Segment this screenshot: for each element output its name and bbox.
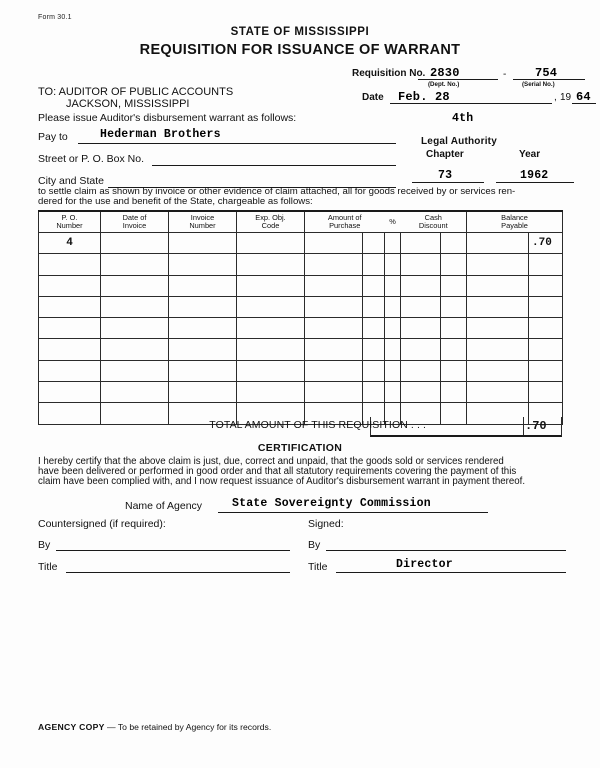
col-exp-obj-l1: Exp. Obj.	[255, 212, 286, 222]
cell-percent[interactable]	[385, 275, 401, 296]
col-invoice-number-l2: Number	[189, 221, 216, 230]
auditor-address-line1: TO: AUDITOR OF PUBLIC ACCOUNTS	[38, 86, 234, 98]
col-po-number	[39, 211, 101, 233]
cell-amount-cents[interactable]	[363, 360, 385, 381]
auditor-address-line2: JACKSON, MISSISSIPPI	[66, 98, 190, 110]
cell-balance-dollars[interactable]	[467, 318, 529, 339]
cell-percent[interactable]	[385, 382, 401, 403]
cell-date-of-invoice[interactable]	[101, 233, 169, 254]
signed-label: Signed:	[308, 518, 344, 530]
title-right-value[interactable]: Director	[396, 558, 453, 571]
cell-po-number-value: 4	[66, 237, 73, 250]
issue-instruction: Please issue Auditor's disbursement warrant as follows:	[38, 112, 297, 124]
footer-note	[38, 722, 271, 732]
cell-balance-dollars[interactable]	[467, 382, 529, 403]
by-right-rule[interactable]	[326, 550, 566, 551]
requisition-serial-caption: (Serial No.)	[522, 81, 555, 88]
cell-po-number[interactable]	[39, 339, 101, 360]
total-row	[38, 417, 562, 435]
cell-invoice-number[interactable]	[169, 296, 237, 317]
total-cents-dot: .	[525, 419, 533, 433]
requisition-table	[38, 210, 562, 425]
col-exp-obj-code	[237, 211, 305, 233]
col-cash-discount-l2: Discount	[418, 221, 448, 230]
cell-discount-dollars[interactable]	[401, 233, 441, 254]
cell-exp-obj-code[interactable]	[237, 318, 305, 339]
cell-invoice-number[interactable]	[169, 275, 237, 296]
title-left-label: Title	[38, 561, 58, 573]
legal-year-label: Year	[519, 149, 541, 160]
cell-amount-dollars[interactable]	[305, 254, 363, 275]
cell-amount-dollars[interactable]	[305, 360, 363, 381]
street-label: Street or P. O. Box No.	[38, 153, 145, 165]
cell-date-of-invoice[interactable]	[101, 360, 169, 381]
legal-year-value[interactable]: 1962	[520, 169, 549, 182]
cell-amount-dollars[interactable]	[305, 296, 363, 317]
by-left-label: By	[38, 539, 51, 551]
cell-date-of-invoice[interactable]	[101, 339, 169, 360]
requisition-dash: -	[503, 69, 507, 80]
city-state-label: City and State	[38, 175, 104, 187]
cell-discount-cents[interactable]	[441, 339, 467, 360]
col-balance-l2: Payable	[501, 221, 528, 230]
cell-exp-obj-code[interactable]	[237, 382, 305, 403]
document-title: REQUISITION FOR ISSUANCE OF WARRANT	[139, 42, 461, 58]
cell-balance-dollars[interactable]	[467, 254, 529, 275]
cell-amount-dollars[interactable]	[305, 233, 363, 254]
agency-name-value[interactable]: State Sovereignty Commission	[232, 497, 431, 510]
requisition-dept-caption: (Dept. No.)	[428, 81, 460, 88]
requisition-no-label: Requisition No.	[352, 68, 426, 79]
cell-balance-dollars[interactable]	[467, 339, 529, 360]
col-balance-payable	[467, 211, 563, 233]
cell-balance-cents[interactable]	[529, 339, 563, 360]
agency-name-rule	[218, 512, 488, 513]
cell-discount-cents[interactable]	[441, 254, 467, 275]
cell-exp-obj-code[interactable]	[237, 233, 305, 254]
cell-po-number[interactable]	[39, 275, 101, 296]
form-code: Form 30.1	[38, 14, 72, 21]
total-label: TOTAL AMOUNT OF THIS REQUISITION . . .	[209, 419, 426, 431]
cell-balance-dollars[interactable]	[467, 296, 529, 317]
year-value[interactable]: 64	[576, 90, 591, 104]
table-body	[39, 233, 563, 425]
cell-amount-dollars[interactable]	[305, 339, 363, 360]
total-cents-divider	[523, 417, 524, 435]
cell-discount-dollars[interactable]	[401, 254, 441, 275]
cell-exp-obj-code[interactable]	[237, 254, 305, 275]
cell-balance-cents-value: .70	[532, 237, 552, 250]
col-amount-of-purchase	[305, 211, 385, 233]
col-amount-l1: Amount of	[327, 212, 362, 222]
col-percent	[385, 211, 401, 233]
cell-amount-cents[interactable]	[363, 339, 385, 360]
table-row	[39, 382, 563, 403]
title-right-rule	[336, 572, 566, 573]
cell-po-number[interactable]	[39, 360, 101, 381]
street-rule[interactable]	[152, 165, 396, 166]
footer-separator: —	[104, 722, 118, 732]
cell-balance-dollars[interactable]	[467, 275, 529, 296]
col-invoice-number	[169, 211, 237, 233]
cell-amount-dollars[interactable]	[305, 382, 363, 403]
table-row	[39, 275, 563, 296]
cell-percent[interactable]	[385, 296, 401, 317]
chapter-value[interactable]: 73	[438, 169, 453, 182]
cell-po-number[interactable]	[39, 318, 101, 339]
cell-invoice-number[interactable]	[169, 254, 237, 275]
total-cents-value[interactable]	[525, 419, 547, 433]
cell-discount-dollars[interactable]	[401, 382, 441, 403]
state-title: STATE OF MISSISSIPPI	[230, 26, 370, 38]
cell-invoice-number[interactable]	[169, 233, 237, 254]
col-date-invoice-l2: Invoice	[122, 221, 147, 230]
pay-to-value[interactable]: Hederman Brothers	[100, 128, 221, 141]
col-amount-l2: Purchase	[329, 221, 361, 230]
cell-percent[interactable]	[385, 233, 401, 254]
certification-line3: claim have been complied with, and I now request issuance of Auditor's disbursement warrant in payment thereof.	[38, 476, 526, 487]
table-row	[39, 318, 563, 339]
settle-claim-line2: dered for the use and benefit of the State, chargeable as follows:	[38, 196, 313, 207]
countersigned-label: Countersigned (if required):	[38, 518, 166, 530]
col-cash-discount	[401, 211, 467, 233]
certification-line1: I hereby certify that the above claim is just, due, correct and unpaid, that the goods sold or services rendered	[38, 456, 504, 467]
pay-to-rule	[78, 143, 396, 144]
col-cash-discount-l1: Cash	[424, 212, 442, 222]
pay-to-label: Pay to	[38, 131, 68, 143]
col-exp-obj-l2: Code	[261, 221, 280, 230]
col-date-invoice-l1: Date of	[122, 212, 147, 222]
cell-percent[interactable]	[385, 254, 401, 275]
cell-invoice-number[interactable]	[169, 360, 237, 381]
col-po-number-l1: P. O.	[61, 212, 78, 222]
cell-discount-cents[interactable]	[441, 275, 467, 296]
date-label: Date	[362, 92, 384, 103]
settle-claim-line1: to settle claim as shown by invoice or other evidence of claim attached, all for goods received by or services ren-	[38, 186, 516, 197]
footer-text: To be retained by Agency for its records.	[117, 722, 272, 732]
cell-date-of-invoice[interactable]	[101, 382, 169, 403]
cell-discount-cents[interactable]	[441, 296, 467, 317]
footer-copy-type: AGENCY COPY	[38, 722, 105, 732]
cell-invoice-number[interactable]	[169, 339, 237, 360]
cell-invoice-number[interactable]	[169, 382, 237, 403]
cell-exp-obj-code[interactable]	[237, 275, 305, 296]
cell-exp-obj-code[interactable]	[237, 339, 305, 360]
total-cents-digits: 70	[532, 419, 547, 433]
table-row	[39, 254, 563, 275]
cell-date-of-invoice[interactable]	[101, 318, 169, 339]
table-row	[39, 296, 563, 317]
legal-session-value[interactable]: 4th	[452, 112, 474, 125]
cell-balance-cents[interactable]	[529, 318, 563, 339]
cell-balance-cents[interactable]	[529, 360, 563, 381]
cell-po-number[interactable]	[39, 382, 101, 403]
title-left-rule[interactable]	[66, 572, 290, 573]
by-left-rule[interactable]	[56, 550, 290, 551]
cell-discount-dollars[interactable]	[401, 360, 441, 381]
cell-amount-cents[interactable]	[363, 275, 385, 296]
cell-discount-dollars[interactable]	[401, 318, 441, 339]
cell-discount-dollars[interactable]	[401, 275, 441, 296]
cell-discount-cents[interactable]	[441, 360, 467, 381]
cell-discount-cents[interactable]	[441, 233, 467, 254]
date-value[interactable]: Feb. 28	[398, 90, 450, 104]
year-century: 19	[560, 92, 572, 103]
col-po-number-l2: Number	[56, 221, 83, 230]
cell-po-number[interactable]	[39, 254, 101, 275]
cell-percent[interactable]	[385, 318, 401, 339]
cell-discount-cents[interactable]	[441, 382, 467, 403]
cell-amount-cents[interactable]	[363, 233, 385, 254]
certification-line2: have been delivered or performed in good order and that all statutory requirements covering the payment of this	[38, 466, 517, 477]
cell-balance-cents[interactable]	[529, 233, 563, 254]
cell-amount-dollars[interactable]	[305, 275, 363, 296]
cell-invoice-number[interactable]	[169, 318, 237, 339]
cell-discount-cents[interactable]	[441, 318, 467, 339]
cell-date-of-invoice[interactable]	[101, 296, 169, 317]
requisition-serial-value[interactable]: 754	[535, 66, 558, 80]
by-right-label: By	[308, 539, 321, 551]
legal-authority-heading: Legal Authority	[421, 136, 497, 147]
cell-amount-cents[interactable]	[363, 254, 385, 275]
cell-balance-cents[interactable]	[529, 254, 563, 275]
chapter-rule	[412, 182, 484, 183]
cell-po-number[interactable]	[39, 296, 101, 317]
col-invoice-number-l1: Invoice	[190, 212, 215, 222]
table-header-row	[39, 211, 563, 233]
cell-exp-obj-code[interactable]	[237, 360, 305, 381]
cell-discount-dollars[interactable]	[401, 296, 441, 317]
title-right-label: Title	[308, 561, 328, 573]
cell-amount-cents[interactable]	[363, 296, 385, 317]
date-comma: ,	[554, 92, 557, 103]
requisition-dept-value[interactable]: 2830	[430, 66, 460, 80]
agency-name-label: Name of Agency	[125, 500, 203, 512]
col-balance-l1: Balance	[501, 212, 528, 222]
cell-discount-dollars[interactable]	[401, 339, 441, 360]
cell-percent[interactable]	[385, 360, 401, 381]
col-date-of-invoice	[101, 211, 169, 233]
table-row	[39, 360, 563, 381]
certification-title: CERTIFICATION	[257, 442, 343, 454]
table-row	[39, 233, 563, 254]
cell-amount-dollars[interactable]	[305, 318, 363, 339]
cell-exp-obj-code[interactable]	[237, 296, 305, 317]
legal-year-rule	[496, 182, 574, 183]
cell-balance-cents[interactable]	[529, 382, 563, 403]
cell-amount-cents[interactable]	[363, 382, 385, 403]
cell-percent[interactable]	[385, 339, 401, 360]
chapter-label: Chapter	[426, 149, 464, 160]
cell-date-of-invoice[interactable]	[101, 275, 169, 296]
cell-balance-cents[interactable]	[529, 296, 563, 317]
table-row	[39, 339, 563, 360]
cell-balance-dollars[interactable]	[467, 360, 529, 381]
cell-amount-cents[interactable]	[363, 318, 385, 339]
col-percent-label: %	[389, 216, 396, 226]
cell-balance-dollars[interactable]	[467, 233, 529, 254]
cell-po-number[interactable]	[39, 233, 101, 254]
cell-date-of-invoice[interactable]	[101, 254, 169, 275]
cell-balance-cents[interactable]	[529, 275, 563, 296]
